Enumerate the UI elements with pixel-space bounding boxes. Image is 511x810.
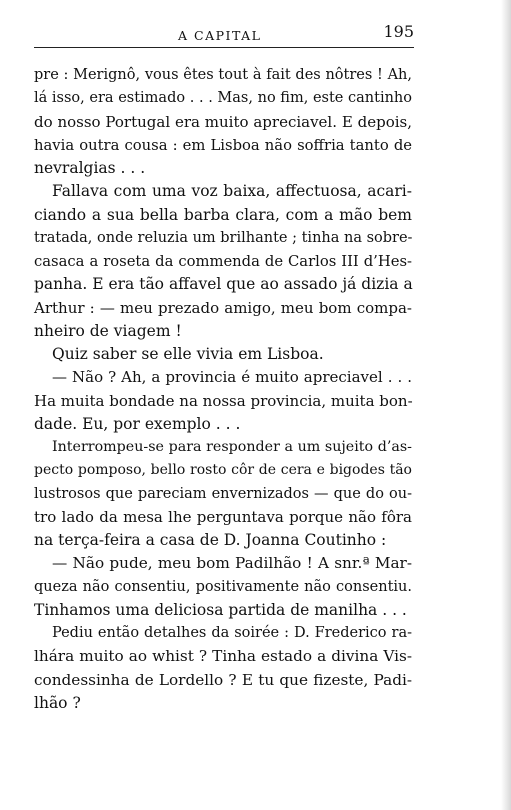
text-line: condessinha de Lordello ? E tu que fizeste, Padi- <box>34 670 412 689</box>
page-header <box>34 22 414 48</box>
text-line: Fallava com uma voz baixa, affectuosa, acari- <box>52 182 412 201</box>
text-line: Interrompeu-se para responder a um sujeito d’as- <box>52 439 412 455</box>
text-line: Arthur : — meu prezado amigo, meu bom compa- <box>34 298 412 317</box>
running-head: A CAPITAL <box>178 28 262 43</box>
text-line: Ha muita bondade na nossa provincia, muita bon- <box>34 391 413 410</box>
body-text <box>34 64 412 715</box>
text-line: queza não consentiu, positivamente não consentiu. <box>34 578 412 595</box>
text-line: Tinhamos uma deliciosa partida de manilha . . . <box>34 600 407 619</box>
text-line: dade. Eu, por exemplo . . . <box>34 414 241 433</box>
text-line: lá isso, era estimado . . . Mas, no fim, este cantinho <box>34 90 412 107</box>
page-edge-shadow <box>501 0 511 810</box>
text-line: pecto pomposo, bello rosto côr de cera e bigodes tão <box>34 462 412 479</box>
text-line: nheiro de viagem ! <box>34 321 182 340</box>
page-number: 195 <box>383 22 414 41</box>
header-rule <box>34 47 414 48</box>
text-line: lhão ? <box>34 693 81 712</box>
text-line: havia outra cousa : em Lisboa não soffria tanto de <box>34 136 412 154</box>
text-line: — Não pude, meu bom Padilhão ! A snr.ª Mar- <box>52 554 412 573</box>
text-line: panha. E era tão affavel que ao assado já dizia a <box>34 275 413 294</box>
text-line: tro lado da mesa lhe perguntava porque não fôra <box>34 507 412 526</box>
text-line: casaca a roseta da commenda de Carlos III d’Hes- <box>34 253 412 270</box>
text-line: tratada, onde reluzia um brilhante ; tinha na sobre- <box>34 229 413 246</box>
text-line: ciando a sua bella barba clara, com a mão bem <box>34 205 412 224</box>
text-line: pre : Merignô, vous êtes tout à fait des nôtres ! Ah, <box>34 67 412 83</box>
text-line: na terça-feira a casa de D. Joanna Coutinho : <box>34 531 387 549</box>
text-line: nevralgias . . . <box>34 159 146 177</box>
text-line: lhára muito ao whist ? Tinha estado a divina Vis- <box>34 647 412 666</box>
text-line: Pediu então detalhes da soirée : D. Frederico ra- <box>52 625 412 641</box>
text-line: do nosso Portugal era muito apreciavel. E depois, <box>34 112 412 131</box>
text-line: Quiz saber se elle vivia em Lisboa. <box>52 345 324 363</box>
text-line: lustrosos que pareciam envernizados — que do ou- <box>34 485 412 502</box>
text-line: — Não ? Ah, a provincia é muito apreciavel . . . <box>52 368 412 387</box>
